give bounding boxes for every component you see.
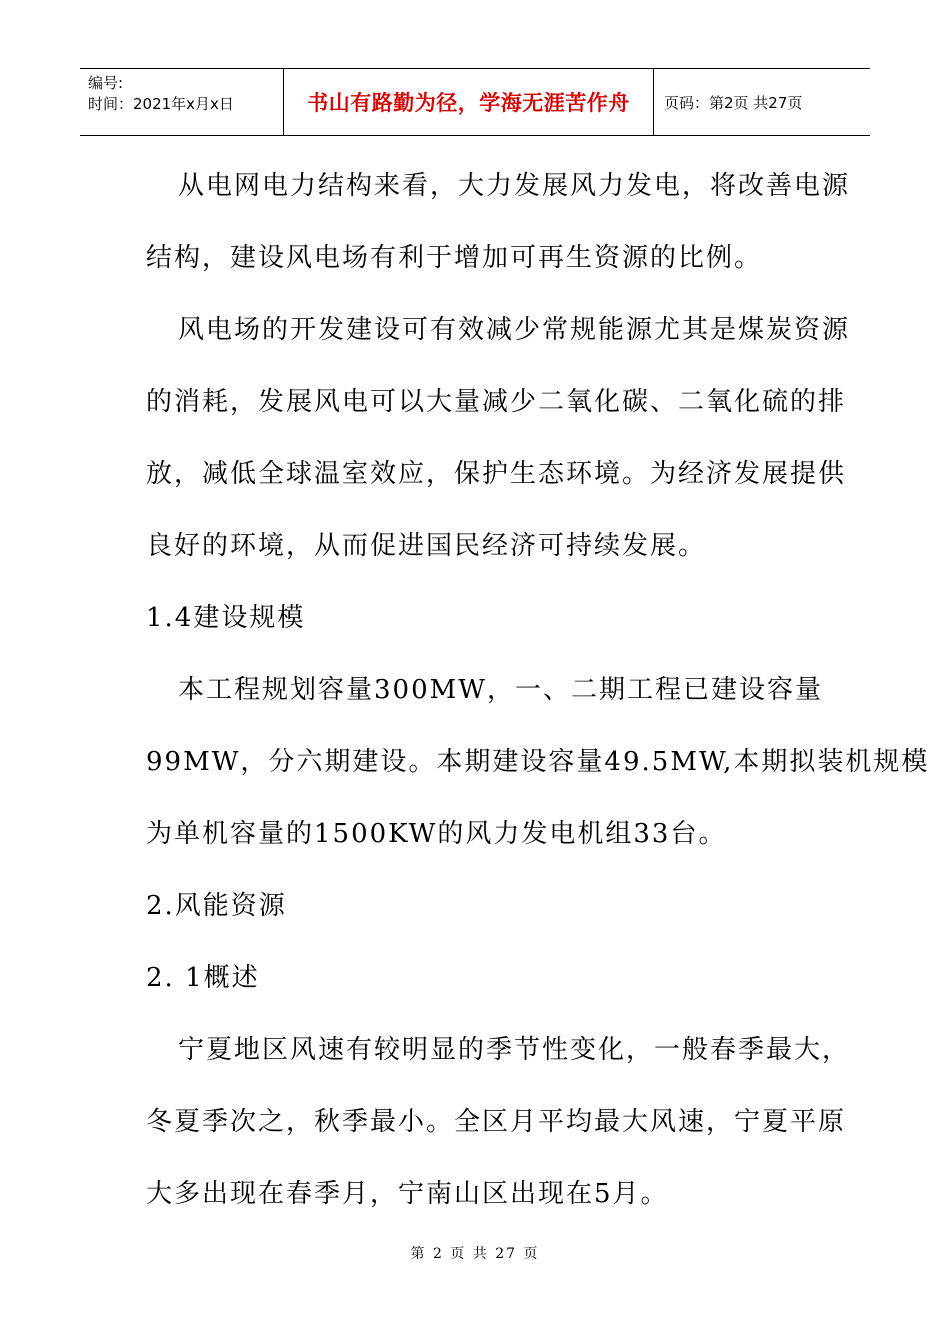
header-page-info-cell: [654, 69, 870, 135]
paragraph-line: 99MW，分六期建设。本期建设容量49.5MW,本期拟装机规模: [146, 747, 930, 777]
paragraph-line: 从电网电力结构来看，大力发展风力发电，将改善电源: [178, 171, 851, 201]
document-number: 编号:: [88, 74, 124, 92]
paragraph-line: 良好的环境，从而促进国民经济可持续发展。: [146, 531, 707, 561]
page-footer: 第 2 页 共 27 页: [410, 1246, 540, 1262]
header-meta: [80, 69, 284, 135]
paragraph-line: 放，减低全球温室效应，保护生态环境。为经济发展提供: [146, 459, 847, 489]
paragraph-line: 大多出现在春季月，宁南山区出现在5月。: [146, 1179, 669, 1209]
paragraph-line: 为单机容量的1500KW的风力发电机组33台。: [146, 819, 727, 849]
paragraph-line: 结构，建设风电场有利于增加可再生资源的比例。: [146, 243, 763, 273]
page-header: [80, 68, 870, 136]
paragraph-line: 本工程规划容量300MW，一、二期工程已建设容量: [178, 675, 823, 705]
subsection-heading: 2. 1概述: [146, 963, 260, 993]
section-heading: 2.风能资源: [146, 891, 287, 921]
paragraph-line: 冬夏季次之，秋季最小。全区月平均最大风速，宁夏平原: [146, 1107, 847, 1137]
document-body: [146, 150, 930, 1230]
header-motto: 书山有路勤为径，学海无涯苦作舟: [307, 91, 630, 115]
header-page-info: 页码：第2页 共27页: [664, 93, 803, 112]
paragraph-line: 风电场的开发建设可有效减少常规能源尤其是煤炭资源: [178, 315, 851, 345]
document-date: 时间：2021年x月x日: [88, 95, 234, 113]
header-motto-cell: [284, 69, 654, 135]
paragraph-line: 宁夏地区风速有较明显的季节性变化，一般春季最大，: [178, 1035, 851, 1065]
paragraph-line: 的消耗，发展风电可以大量减少二氧化碳、二氧化硫的排: [146, 387, 847, 417]
section-heading: 1.4建设规模: [146, 603, 306, 633]
